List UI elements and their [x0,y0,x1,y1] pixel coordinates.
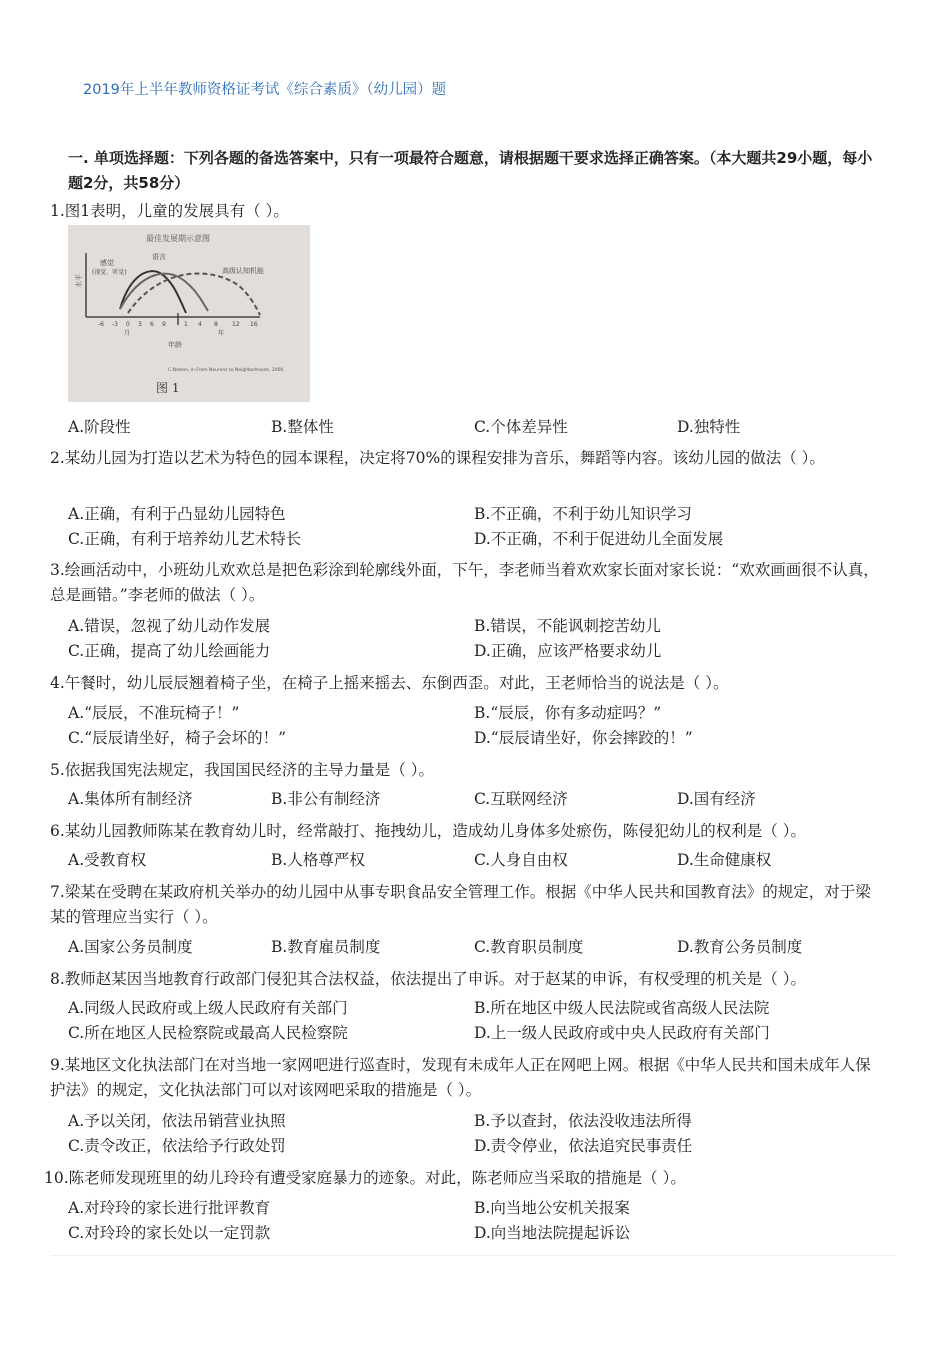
option-b[interactable]: B.予以查封，依法没收违法所得 [474,1112,692,1130]
year-tick: 4 [198,321,202,328]
question-2 [50,446,880,471]
option-b[interactable]: B.人格尊严权 [271,851,365,869]
page-divider [50,1255,895,1256]
option-d[interactable]: D.向当地法院提起诉讼 [474,1224,631,1242]
question-stem: 梁某在受聘在某政府机关举办的幼儿园中从事专职食品安全管理工作。根据《中华人民共和国教育法》的规定，对于梁某的管理应当实行（ ）。 [50,883,871,926]
question-5 [50,758,880,783]
option-c[interactable]: C.正确，有利于培养幼儿艺术特长 [68,530,302,548]
option-b[interactable]: B.教育雇员制度 [271,938,381,956]
option-c[interactable]: C.人身自由权 [474,851,568,869]
option-b[interactable]: B.错误，不能讽刺挖苦幼儿 [474,617,661,635]
question-stem: 某地区文化执法部门在对当地一家网吧进行巡查时，发现有未成年人正在网吧上网。根据《中华人民共和国未成年人保护法》的规定，文化执法部门可以对该网吧采取的措施是（ ）。 [50,1056,871,1099]
option-a[interactable]: A.“辰辰，不准玩椅子！” [68,704,240,722]
option-c[interactable]: C.教育职员制度 [474,938,584,956]
option-d[interactable]: D.“辰辰请坐好，你会摔跤的！” [474,729,693,747]
option-a[interactable]: A.集体所有制经济 [68,790,193,808]
question-10 [44,1166,874,1191]
month-tick: -6 [98,321,104,328]
month-tick: 9 [162,321,166,328]
option-d[interactable]: D.教育公务员制度 [677,938,803,956]
month-tick: 3 [138,321,142,328]
option-d[interactable]: D.上一级人民政府或中央人民政府有关部门 [474,1024,770,1042]
question-number: 3. [50,561,65,579]
question-stem: 教师赵某因当地教育行政部门侵犯其合法权益，依法提出了申诉。对于赵某的申诉，有权受理的机关是（ ）。 [64,970,806,988]
question-stem: 午餐时，幼儿辰辰翘着椅子坐，在椅子上摇来摇去、东倒西歪。对此，王老师恰当的说法是（ ）。 [64,674,729,692]
question-number: 1. [50,202,65,220]
figure-xlabel: 年龄 [168,341,182,349]
question-number: 8. [50,970,65,988]
option-d[interactable]: D.责令停业，依法追究民事责任 [474,1137,693,1155]
question-4 [50,671,880,696]
figure-title: 最佳发展期示意图 [146,234,210,243]
month-tick: 6 [150,321,154,328]
question-7 [50,880,880,930]
option-d[interactable]: D.正确，应该严格要求幼儿 [474,642,662,660]
question-number: 2. [50,449,65,467]
option-c[interactable]: C.正确，提高了幼儿绘画能力 [68,642,271,660]
option-a[interactable]: A.受教育权 [68,851,147,869]
figure-source: C.Nelson, in From Neurons to Neighborhoods, 2000 [168,368,284,373]
month-tick: 0 [126,321,130,328]
question-1 [50,199,880,224]
year-tick: 12 [232,321,240,328]
month-tick: -3 [112,321,118,328]
question-stem: 陈老师发现班里的幼儿玲玲有遭受家庭暴力的迹象。对此，陈老师应当采取的措施是（ ）。 [68,1169,686,1187]
question-stem: 某幼儿园为打造以艺术为特色的园本课程，决定将70%的课程安排为音乐，舞蹈等内容。该幼儿园的做法（ ）。 [64,449,825,467]
question-number: 5. [50,761,65,779]
option-c[interactable]: C.对玲玲的家长处以一定罚款 [68,1224,271,1242]
label-perception-sub: (视觉、听觉) [92,269,127,276]
question-6 [50,819,910,844]
figure-caption: 图 1 [156,381,180,395]
option-a[interactable]: A.错误，忽视了幼儿动作发展 [68,617,271,635]
option-d[interactable]: D.国有经济 [677,790,756,808]
question-stem: 绘画活动中，小班幼儿欢欢总是把色彩涂到轮廓线外面，下午，李老师当着欢欢家长面对家长说：“欢欢画画很不认真，总是画错。”李老师的做法（ ）。 [50,561,879,604]
option-b[interactable]: B.所在地区中级人民法院或省高级人民法院 [474,999,770,1017]
year-tick: 16 [250,321,258,328]
question-number: 6. [50,822,65,840]
exam-title: 2019年上半年教师资格证考试《综合素质》（幼儿园）题 [83,82,447,98]
question-stem: 图1表明，儿童的发展具有（ ）。 [64,202,289,220]
option-a[interactable]: A.国家公务员制度 [68,938,193,956]
question-number: 4. [50,674,65,692]
option-b[interactable]: B.向当地公安机关报案 [474,1199,630,1217]
section-header: 一. 单项选择题：下列各题的备选答案中，只有一项最符合题意，请根据题干要求选择正确答案。（本大题共29小题，每小题2分，共58分） [68,149,873,192]
year-tick: 1 [184,321,188,328]
option-a[interactable]: A.同级人民政府或上级人民政府有关部门 [68,999,348,1017]
option-a[interactable]: A.对玲玲的家长进行批评教育 [68,1199,271,1217]
label-cognition: 高级认知机能 [222,267,264,275]
option-b[interactable]: B.非公有制经济 [271,790,381,808]
question-9 [50,1053,880,1103]
figure-ylabel: 水平 [75,274,83,288]
option-d[interactable]: D.独特性 [677,418,741,436]
label-language: 语言 [152,253,166,261]
option-c[interactable]: C.个体差异性 [474,418,568,436]
question-number: 7. [50,883,65,901]
year-unit: 年 [218,330,225,337]
month-unit: 月 [124,330,131,337]
option-c[interactable]: C.“辰辰请坐好，椅子会坏的！” [68,729,287,747]
question-number: 9. [50,1056,65,1074]
option-b[interactable]: B.不正确，不利于幼儿知识学习 [474,505,692,523]
year-tick: 8 [214,321,218,328]
figure-1-photo [68,225,310,402]
option-d[interactable]: D.生命健康权 [677,851,772,869]
option-a[interactable]: A.予以关闭，依法吊销营业执照 [68,1112,286,1130]
question-stem: 某幼儿园教师陈某在教育幼儿时，经常敲打、拖拽幼儿，造成幼儿身体多处瘀伤，陈侵犯幼儿的权利是（ ）。 [64,822,806,840]
option-c[interactable]: C.责令改正，依法给予行政处罚 [68,1137,286,1155]
option-d[interactable]: D.不正确，不利于促进幼儿全面发展 [474,530,724,548]
question-8 [50,967,910,992]
option-b[interactable]: B.“辰辰，你有多动症吗？” [474,704,662,722]
option-b[interactable]: B.整体性 [271,418,334,436]
option-a[interactable]: A.阶段性 [68,418,131,436]
label-perception: 感觉 [100,259,114,267]
option-c[interactable]: C.所在地区人民检察院或最高人民检察院 [68,1024,348,1042]
question-number: 10. [44,1169,69,1187]
question-stem: 依据我国宪法规定，我国国民经济的主导力量是（ ）。 [64,761,434,779]
option-c[interactable]: C.互联网经济 [474,790,568,808]
question-3 [50,558,880,608]
option-a[interactable]: A.正确，有利于凸显幼儿园特色 [68,505,286,523]
